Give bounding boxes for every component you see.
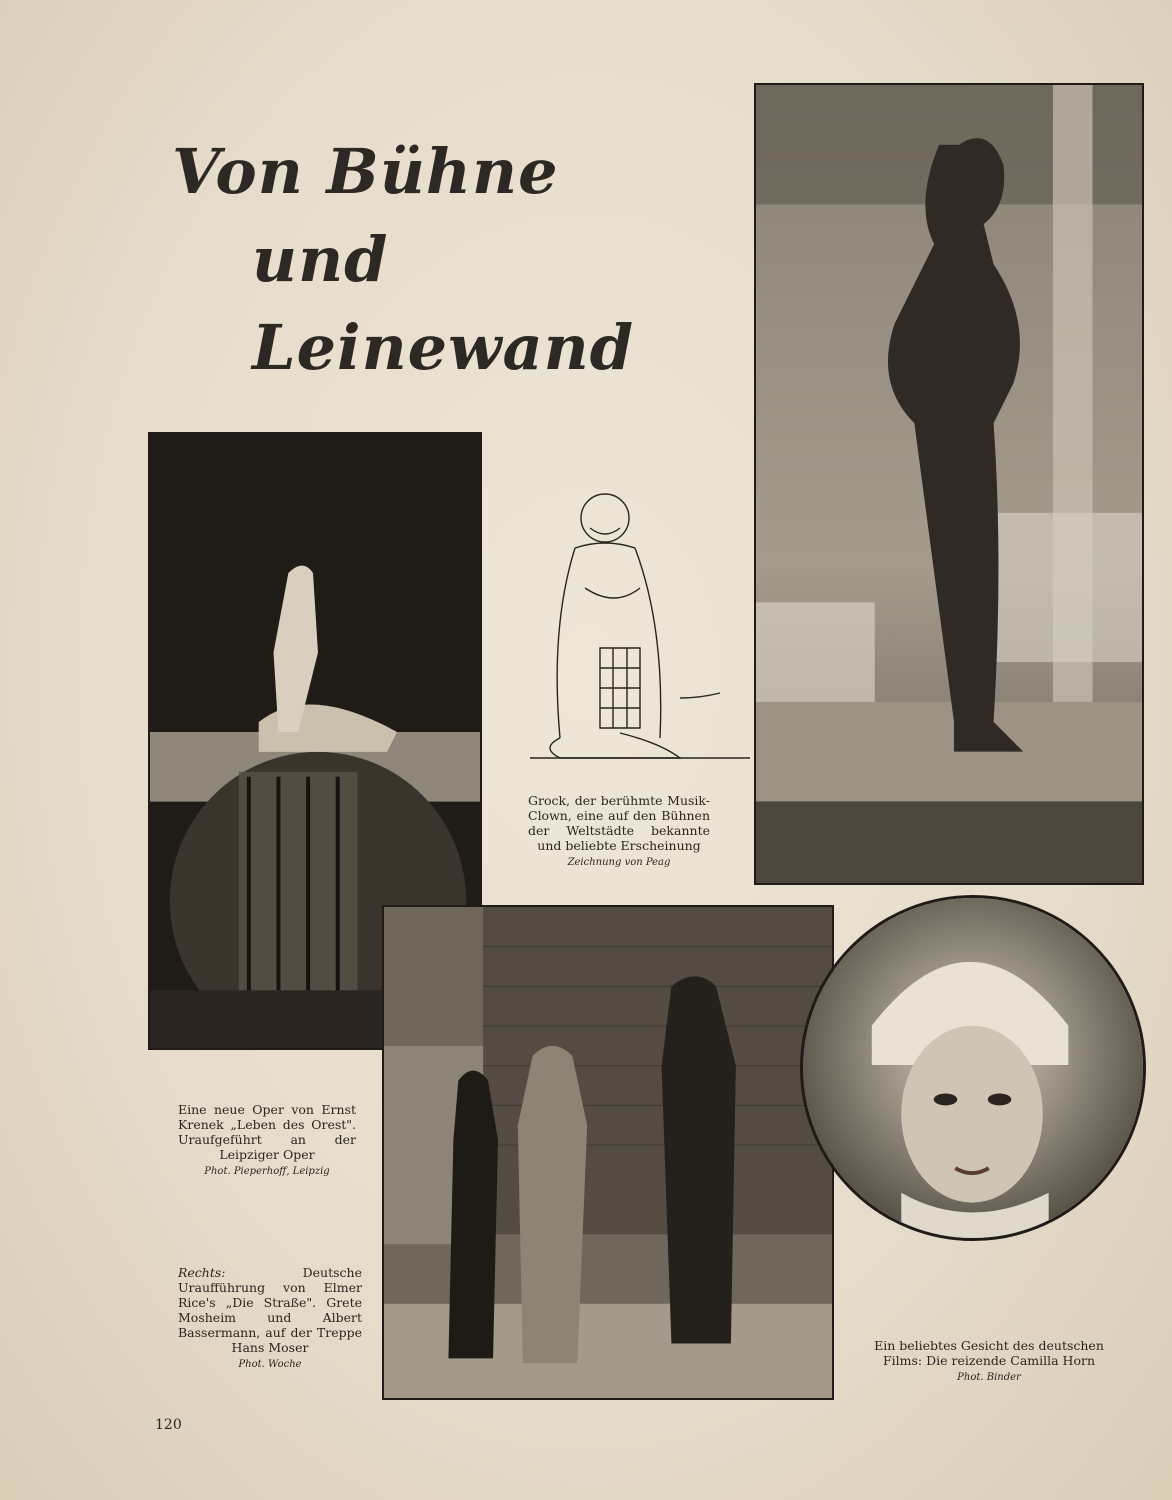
caption-horn-text: Ein beliebtes Gesicht des deutschen Films: Die reizende Camilla Horn <box>874 1338 1104 1368</box>
caption-street-credit: Phot. Woche <box>238 1359 302 1370</box>
caption-grock-credit: Zeichnung von Peag <box>567 857 671 868</box>
caption-street-text: Deutsche Uraufführung von Elmer Rice's „Die Straße". Grete Mosheim und Albert Bassermann, auf der Treppe Hans Moser <box>178 1265 362 1355</box>
caption-street <box>178 1265 362 1372</box>
page-headline <box>172 128 712 392</box>
caption-grock-text: Grock, der berühmte Musik-Clown, eine auf den Bühnen der Weltstädte bekannte und beliebte Erscheinung <box>528 793 710 853</box>
caption-camilla-horn <box>860 1338 1118 1385</box>
drawing-grock-clown <box>530 468 750 768</box>
caption-opera-credit: Phot. Pieperhoff, Leipzig <box>204 1166 330 1177</box>
caption-horn-credit: Phot. Binder <box>957 1372 1021 1383</box>
page-number: 120 <box>155 1417 182 1433</box>
photo-stage-performer <box>754 83 1144 885</box>
caption-opera-text: Eine neue Oper von Ernst Krenek „Leben des Orest". Uraufgeführt an der Leipziger Oper <box>178 1102 356 1162</box>
caption-street-lead: Rechts: <box>178 1265 226 1280</box>
photo-camilla-horn-portrait <box>800 895 1146 1241</box>
headline-line-2: und Leinewand <box>252 223 635 384</box>
headline-line-1: Von Bühne <box>172 135 559 208</box>
caption-opera <box>178 1102 356 1179</box>
caption-grock <box>528 793 710 870</box>
photo-die-strasse <box>382 905 834 1400</box>
